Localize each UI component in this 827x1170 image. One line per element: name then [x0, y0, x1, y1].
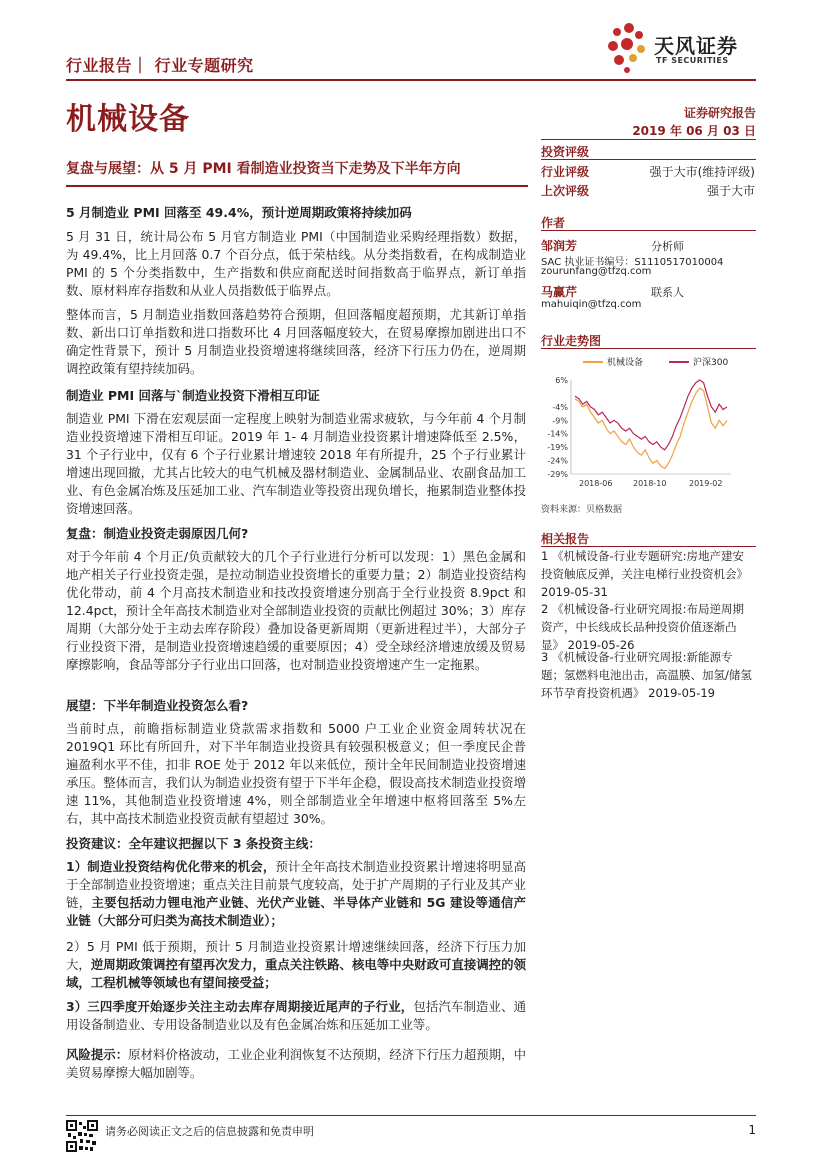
prev-rating-label: 上次评级	[541, 184, 590, 198]
chart-legend	[583, 356, 728, 368]
risk-text: 原材料价格波动，工业企业利润恢复不达预期，经济下行压力超预期，中美贸易摩擦大幅加剧等。	[66, 1047, 527, 1080]
related-report-1[interactable]: 1 《机械设备-行业专题研究:房地产建安投资触底反弹，关注电梯行业投资机会》 2019-05-31	[541, 549, 748, 599]
y-tick-label: 6%	[555, 376, 568, 385]
trend-divider	[541, 348, 756, 349]
logo-en: TF SECURITIES	[656, 56, 729, 65]
section-5-para-2-text-1: 2）5 月 PMI 低于预期，预计 5 月制造业投资累计增速继续回落，经济下行压力加大，	[66, 939, 526, 972]
footer-disclaimer: 请务必阅读正文之后的信息披露和免责申明	[105, 1125, 314, 1138]
x-tick-label: 2018-06	[579, 479, 613, 488]
industry-rating-label: 行业评级	[541, 165, 590, 179]
section-1-para-1: 5 月 31 日，统计局公布 5 月官方制造业 PMI（中国制造业采购经理指数）数据，为 49.4%，比上月回落 0.7 个百分点，低于荣枯线。从分类指数看，在构成制造业 PMI 的 5 个分类指数中，生产指数和供应商配送时间指数高于临界点，新订单指数、原材料库存指数和从业人员指数低于临界点。	[66, 229, 526, 298]
page-title: 机械设备	[66, 102, 190, 137]
report-date: 2019 年 06 月 03 日	[632, 124, 756, 138]
author-1-cert: SAC 执业证书编号：S1110517010004	[541, 257, 724, 268]
section-5-para-3-bold-1: 3）三四季度开始逐步关注主动去库存周期接近尾声的子行业，	[66, 999, 414, 1014]
prev-rating-value: 强于大市	[706, 184, 755, 198]
section-5-para-2-bold-1: 逆周期政策调控有望再次发力，重点关注铁路、核电等中央财政可直接调控的领域，工程机械等领域也有望间接受益；	[66, 957, 527, 990]
x-tick-label: 2018-10	[633, 479, 667, 488]
chart-source: 资料来源：贝格数据	[541, 505, 623, 515]
headline-divider	[66, 185, 528, 187]
y-tick-label: -19%	[547, 443, 568, 453]
x-axis	[571, 474, 731, 488]
industry-rating-value: 强于大市(维持评级)	[649, 165, 755, 179]
author-1-name: 邹润芳	[541, 239, 578, 253]
y-tick-label: -9%	[552, 416, 568, 426]
rating-divider	[541, 159, 756, 160]
section-5-para-1-bold-1: 1）制造业投资结构优化带来的机会，	[66, 859, 276, 874]
report-type: 行业报告｜ 行业专题研究	[66, 56, 254, 75]
section-1-title: 5 月制造业 PMI 回落至 49.4%，预计逆周期政策将持续加码	[66, 205, 412, 220]
author-2-email: mahuiqin@tfzq.com	[541, 299, 642, 310]
footer-divider	[66, 1115, 756, 1116]
authors-divider	[541, 230, 756, 231]
logo-name: 天风证券	[654, 34, 738, 58]
y-axis	[547, 376, 571, 479]
section-3-title: 复盘：制造业投资走弱原因几何?	[66, 526, 249, 541]
section-5-title: 投资建议：全年建议把握以下 3 条投资主线：	[66, 836, 321, 851]
page-number: 1	[748, 1123, 756, 1137]
prev-rating-row	[541, 182, 755, 199]
legend-label-series-2: 沪深300	[693, 358, 729, 368]
y-tick-label: -14%	[547, 429, 568, 439]
author-2-role: 联系人	[651, 286, 684, 299]
authors-head: 作者	[541, 216, 566, 230]
related-report-3[interactable]: 3 《机械设备-行业研究周报:新能源专题；氢燃料电池出击，高温膜、加氢/储氢环节孕育投资机遇》 2019-05-19	[541, 650, 752, 700]
section-4-para-1: 当前时点，前瞻指标制造业贷款需求指数和 5000 户工业企业资金周转状况在 2019Q1 环比有所回升，对下半年制造业投资具有较强积极意义；但一季度民企普遍盈利水平不佳，扣非 ROE 处于 2012 年以来低位，预计全年民间制造业投资增速承压。整体而言，我们认为制造业投资有望于下半年企稳，假设高技术制造业投资增速 11%，其他制造业投资增速 4%，则全部制造业全年增速中枢将回落至 5%左右，其中高技术制造业投资贡献有望超过 30%。	[66, 721, 526, 826]
sidebar-top-divider	[541, 139, 756, 140]
author-1-email: zourunfang@tfzq.com	[541, 266, 652, 277]
section-5-para-3-text-1: 包括汽车制造业、通用设备制造业、专用设备制造业以及有色金属冶炼和压延加工业等。	[66, 999, 527, 1032]
series-line-2	[575, 380, 727, 450]
headline: 复盘与展望：从 5 月 PMI 看制造业投资当下走势及下半年方向	[66, 161, 461, 177]
trend-head: 行业走势图	[541, 334, 602, 348]
header-divider	[66, 79, 756, 81]
author-2-name: 马赢芹	[541, 285, 578, 299]
trend-chart	[541, 352, 756, 492]
section-3-para-1: 对于今年前 4 个月正/负贡献较大的几个子行业进行分析可以发现：1）黑色金属和地产相关子行业投资走强，是拉动制造业投资增长的重要力量；2）制造业投资结构优化带动，前 4 个月高技术制造业和技改投资增速分别高于全行业投资 8.9pct 和 12.4pct，预计全年高技术制造业对全部制造业投资的贡献比例超过 30%；3）库存周期（大部分处于主动去库存阶段）叠加设备更新周期（更新进程过半），大部分子行业投资下滑，是制造业投资增速趋缓的重要原因；4）受全球经济增速放缓及贸易摩擦影响，食品等部分子行业出口回落，也对制造业投资增速产生一定拖累。	[66, 549, 526, 672]
chart-lines	[575, 380, 727, 469]
x-tick-label: 2019-02	[689, 479, 723, 488]
y-tick-label: -29%	[547, 470, 568, 479]
series-line-1	[575, 388, 727, 469]
qr-code-icon	[66, 1120, 98, 1152]
section-1-para-2: 整体而言，5 月制造业指数回落趋势符合预期，但回落幅度超预期，尤其新订单指数、新出口订单指数和进口指数环比 4 月回落幅度较大，在贸易摩擦加剧进出口不确定性背景下，预计 5 月制造业投资增速将继续回落，经济下行压力仍在，逆周期调控政策有望持续加码。	[66, 307, 526, 376]
section-5-para-1	[66, 858, 526, 930]
section-4-title: 展望：下半年制造业投资怎么看?	[66, 698, 249, 713]
y-tick-label: -24%	[547, 456, 568, 466]
section-2-para-1: 制造业 PMI 下滑在宏观层面一定程度上映射为制造业需求疲软，与今年前 4 个月制造业投资增速下滑相互印证。2019 年 1- 4 月制造业投资累计增速降低至 2.5%，31 个子行业中，仅有 6 个子行业累计增速较 2018 年有所提升，25 个子行业累计增速出现回撤，尤其占比较大的电气机械及器材制造业、金属制品业、农副食品加工业、有色金属冶炼及压延加工业、汽车制造业等投资出现负增长，拖累制造业整体投资增速回落。	[66, 411, 526, 516]
research-label: 证券研究报告	[683, 106, 756, 120]
risk-label: 风险提示：	[66, 1047, 129, 1062]
section-2-title: 制造业 PMI 回落与`制造业投资下滑相互印证	[66, 388, 320, 403]
section-5-para-1-bold-2: 主要包括动力锂电池产业链、光伏产业链、半导体产业链和 5G 建设等通信产业链（大部分可归类为高技术制造业）；	[66, 895, 527, 928]
section-5-para-2	[66, 938, 526, 992]
section-5-para-1-text-1: 预计全年高技术制造业投资累计增速将明显高于全部制造业投资增速；重点关注目前景气度较高，处于扩产周期的子行业及其产业链，	[66, 859, 527, 910]
related-head: 相关报告	[541, 532, 590, 546]
related-report-2[interactable]: 2 《机械设备-行业研究周报:布局逆周期资产，中长线成长品种投资价值逐渐凸显》 2019-05-26	[541, 602, 744, 652]
risk-para	[66, 1046, 526, 1082]
logo-mark-icon	[605, 22, 655, 74]
section-5-para-3	[66, 998, 526, 1034]
legend-label-series-1: 机械设备	[607, 358, 644, 368]
author-1-role: 分析师	[651, 240, 684, 253]
rating-head: 投资评级	[541, 145, 590, 159]
industry-rating-row	[541, 163, 755, 180]
y-tick-label: -4%	[552, 402, 568, 412]
